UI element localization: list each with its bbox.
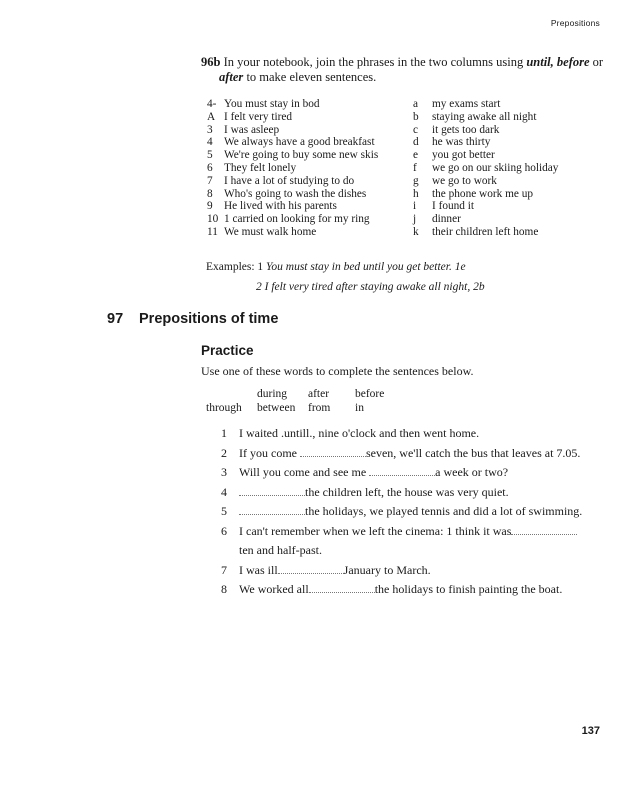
phrase-row bbox=[207, 213, 558, 226]
phrase-row bbox=[207, 149, 558, 162]
sentence-part: ten and half-past. bbox=[239, 543, 322, 557]
right-phrase-letter: b bbox=[413, 110, 419, 123]
left-phrase-text: I have a lot of studying to do bbox=[224, 174, 355, 187]
page-number: 137 bbox=[581, 725, 600, 737]
section-title-text: Prepositions of time bbox=[139, 311, 279, 327]
left-phrase-number: 8 bbox=[207, 187, 213, 200]
example-2-key: 2b bbox=[473, 281, 485, 293]
sentence-part: Will you come and see me bbox=[239, 465, 370, 479]
word-after: after bbox=[308, 388, 330, 400]
sentence-number bbox=[221, 541, 239, 561]
section-title bbox=[107, 311, 278, 327]
sentence-row bbox=[221, 580, 606, 600]
right-phrase-text: staying awake all night bbox=[432, 110, 537, 123]
word-box-cell bbox=[206, 388, 257, 402]
sentence-row bbox=[221, 522, 606, 542]
sentence-text bbox=[239, 483, 509, 503]
sentence-part: the holidays, we played tennis and did a lot of swimming. bbox=[305, 504, 583, 518]
answer-blank[interactable] bbox=[239, 505, 305, 515]
right-phrase-letter: d bbox=[413, 136, 419, 149]
left-phrase-text: I was asleep bbox=[224, 123, 280, 136]
section-number: 97 bbox=[107, 311, 124, 327]
right-phrase-letter: a bbox=[413, 98, 419, 110]
phrase-row bbox=[207, 136, 558, 149]
phrase-row bbox=[207, 162, 558, 175]
exercise-96b-instruction bbox=[201, 55, 606, 85]
sentence-part: seven, we'll catch the bus that leaves at 7.05. bbox=[365, 445, 581, 460]
left-phrase-text: We must walk home bbox=[224, 225, 317, 238]
right-phrase-letter: h bbox=[413, 187, 419, 200]
left-phrase-number: 7 bbox=[207, 174, 213, 187]
example-1-key: 1e bbox=[454, 261, 466, 273]
word-box-row-2 bbox=[206, 402, 384, 416]
sentence-row bbox=[221, 541, 606, 561]
keyword-before: before bbox=[556, 55, 590, 69]
answer-blank[interactable] bbox=[300, 447, 366, 457]
sentence-part: I was ill bbox=[239, 562, 278, 577]
instruction-text-2: to make eleven sentences. bbox=[243, 70, 377, 84]
word-box bbox=[206, 388, 384, 415]
sentence-part: I waited .untill., nine o'clock and then went home. bbox=[239, 426, 480, 440]
phrase-row bbox=[207, 188, 558, 201]
sentence-part: I can't remember when we left the cinema: 1 think it was bbox=[239, 523, 512, 538]
left-phrase-text: I felt very tired bbox=[224, 110, 293, 123]
right-phrase-text: we go to work bbox=[432, 174, 497, 187]
left-phrase-text: He lived with his parents bbox=[224, 200, 337, 213]
left-phrase-number: 4- bbox=[207, 98, 217, 110]
word-before: before bbox=[355, 388, 385, 400]
phrase-row bbox=[207, 200, 558, 213]
sentence-number: 3 bbox=[221, 465, 227, 479]
sentence-text bbox=[239, 522, 577, 542]
left-phrase-number: 9 bbox=[207, 200, 213, 213]
left-phrase-text: You must stay in bod bbox=[224, 98, 320, 110]
sentence-part: the holidays to finish painting the boat. bbox=[374, 582, 563, 596]
right-phrase-letter: j bbox=[413, 213, 417, 226]
word-box-row-1 bbox=[206, 388, 384, 402]
left-phrase-text: Who's going to wash the dishes bbox=[224, 187, 367, 200]
sentence-text bbox=[239, 444, 580, 464]
right-phrase-text: it gets too dark bbox=[432, 123, 500, 136]
sentence-row bbox=[221, 444, 606, 464]
instruction-text-1: In your notebook, join the phrases in the two columns using bbox=[223, 55, 527, 69]
right-phrase-text: their children left home bbox=[432, 225, 539, 238]
right-phrase-text: dinner bbox=[432, 213, 461, 226]
sentence-row bbox=[221, 561, 606, 581]
left-phrase-number: A bbox=[207, 110, 216, 123]
examples-block bbox=[206, 257, 485, 297]
sentence-text bbox=[239, 463, 508, 483]
right-phrase-letter: k bbox=[413, 225, 419, 238]
sentence-number: 8 bbox=[221, 582, 227, 596]
exercise-number: 96b bbox=[201, 55, 221, 69]
right-phrase-text: my exams start bbox=[432, 98, 501, 110]
right-phrase-text: I found it bbox=[432, 200, 475, 213]
sentence-part: the children left, the house was very quiet. bbox=[305, 484, 509, 499]
phrase-row bbox=[207, 175, 558, 188]
sentence-text bbox=[239, 561, 431, 581]
word-in: in bbox=[355, 401, 364, 414]
phrase-row bbox=[207, 98, 558, 111]
sentence-row bbox=[221, 463, 606, 483]
right-phrase-text: the phone work me up bbox=[432, 187, 534, 200]
word-between: between bbox=[257, 401, 296, 414]
right-phrase-letter: c bbox=[413, 123, 419, 136]
left-phrase-number: 11 bbox=[207, 225, 218, 238]
example-2-text: I felt very tired after staying awake all night, bbox=[264, 281, 471, 293]
sentence-row bbox=[221, 483, 606, 503]
example-1-number: 1 bbox=[257, 261, 264, 273]
right-phrase-text: you got better bbox=[432, 149, 495, 162]
right-phrase-text: he was thirty bbox=[432, 136, 491, 149]
sentence-number: 5 bbox=[221, 504, 227, 518]
sentence-number: 7 bbox=[221, 562, 227, 577]
right-phrase-letter: i bbox=[413, 200, 417, 213]
word-from: from bbox=[308, 401, 331, 414]
sentence-number: 6 bbox=[221, 523, 227, 538]
sentence-number: 2 bbox=[221, 445, 227, 460]
left-phrase-number: 10 bbox=[207, 213, 219, 226]
sentence-list bbox=[221, 424, 606, 600]
left-phrase-number: 3 bbox=[207, 123, 213, 136]
left-phrase-number: 4 bbox=[207, 136, 213, 149]
right-phrase-letter: e bbox=[413, 149, 419, 162]
phrase-columns bbox=[207, 98, 558, 239]
left-phrase-number: 6 bbox=[207, 161, 213, 174]
left-phrase-text: They felt lonely bbox=[224, 161, 297, 174]
right-phrase-letter: f bbox=[413, 161, 417, 174]
phrase-row bbox=[207, 111, 558, 124]
answer-blank[interactable] bbox=[278, 564, 344, 574]
example-1-text: You must stay in bed until you get better. bbox=[266, 261, 452, 273]
keyword-until: until, bbox=[526, 55, 554, 69]
sentence-part: We worked all bbox=[239, 582, 309, 596]
examples-label: Examples: bbox=[206, 261, 255, 273]
instruction-text-or: or bbox=[589, 55, 604, 69]
right-phrase-letter: g bbox=[413, 174, 419, 187]
sentence-number: 4 bbox=[221, 484, 227, 499]
sentence-text bbox=[239, 424, 479, 444]
sentence-part: a week or two? bbox=[435, 465, 509, 479]
left-phrase-number: 5 bbox=[207, 149, 213, 162]
example-2-number: 2 bbox=[256, 281, 262, 293]
phrase-row bbox=[207, 124, 558, 137]
sentence-text bbox=[239, 541, 322, 561]
sentence-text bbox=[239, 502, 582, 522]
left-phrase-text: 1 carried on looking for my ring bbox=[224, 213, 370, 226]
answer-blank[interactable] bbox=[309, 583, 375, 593]
sentence-part: January to March. bbox=[343, 562, 431, 577]
answer-blank[interactable] bbox=[511, 525, 577, 535]
sentence-number: 1 bbox=[221, 426, 227, 440]
keyword-after: after bbox=[219, 70, 244, 84]
right-phrase-text: we go on our skiing holiday bbox=[432, 161, 559, 174]
word-through: through bbox=[206, 401, 242, 414]
sentence-text bbox=[239, 580, 562, 600]
sentence-row bbox=[221, 502, 606, 522]
left-phrase-text: We always have a good breakfast bbox=[224, 136, 375, 149]
running-head: Prepositions bbox=[550, 18, 600, 28]
answer-blank[interactable] bbox=[369, 466, 435, 476]
sentence-part: If you come bbox=[239, 445, 300, 460]
word-during: during bbox=[257, 388, 288, 400]
answer-blank[interactable] bbox=[239, 486, 305, 496]
practice-instruction: Use one of these words to complete the sentences below. bbox=[201, 364, 474, 378]
phrase-row bbox=[207, 226, 558, 239]
sentence-row bbox=[221, 424, 606, 444]
left-phrase-text: We're going to buy some new skis bbox=[224, 149, 379, 162]
practice-heading: Practice bbox=[201, 343, 254, 358]
